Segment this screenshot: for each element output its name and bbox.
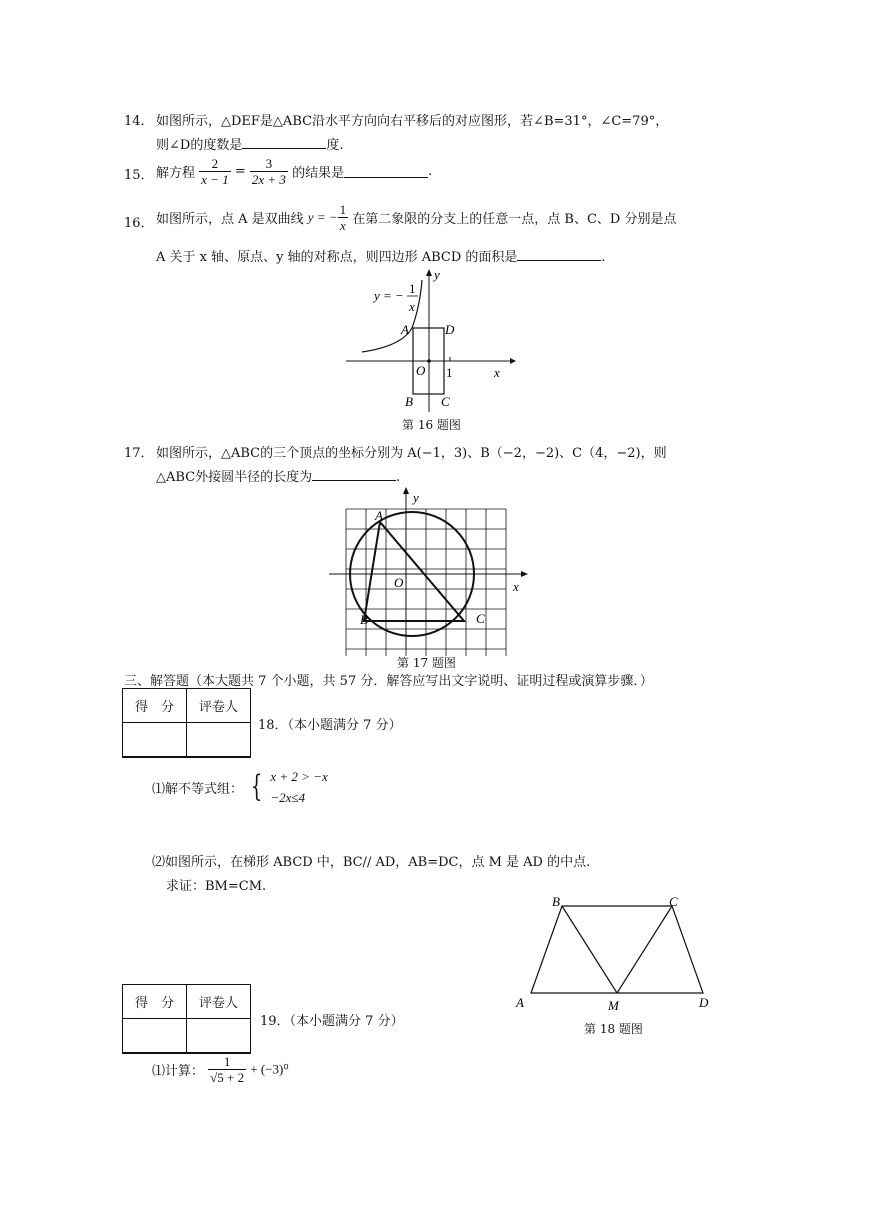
score-table-19-grader-header: 评卷人 — [187, 985, 251, 1019]
q18-inequality-system — [270, 766, 327, 808]
q16-label-o: O — [416, 363, 426, 378]
q18-part1 — [152, 766, 328, 808]
q17-text-line1: 如图所示，△ABC的三个顶点的坐标分别为 A(−1，3)、B（−2，−2)、C（4，−2)，则 — [156, 446, 667, 461]
q19-fraction — [208, 1054, 246, 1085]
q16-y-equals: y = − — [307, 209, 338, 225]
q18-figure — [510, 890, 720, 1020]
q18-segment-bm — [562, 906, 617, 993]
q16-curve-label-den: x — [409, 299, 415, 314]
q16-x-axis-arrow — [510, 358, 516, 364]
section3-heading: 三、解答题（本大题共 7 个小题，共 57 分．解答应写出文字说明、证明过程或演算步骤．） — [124, 674, 653, 689]
q15-number: 15． — [124, 168, 154, 183]
q15-tail: 的结果是 — [292, 166, 345, 181]
q19-part1-label: ⑴计算： — [152, 1064, 205, 1079]
q16-line2-start: A 关于 x 轴、原点、y 轴的对称点，则四边形 ABCD 的面积是 — [156, 250, 518, 265]
q17-label-c: C — [476, 611, 485, 626]
q15-fraction-2 — [250, 156, 288, 187]
q15-fraction-2-denominator: 2x + 3 — [251, 172, 286, 187]
q18-part1-label: ⑴解不等式组： — [152, 781, 244, 797]
q17-triangle-abc — [364, 522, 464, 621]
q16-label-x: x — [494, 365, 500, 380]
score-table-18-grader-cell[interactable] — [187, 723, 251, 758]
score-table-18-grader-header: 评卷人 — [187, 689, 251, 723]
q18-part2-line2: 求证：BM=CM. — [166, 879, 267, 894]
q16-fraction — [338, 202, 349, 233]
score-table-18 — [122, 688, 251, 758]
q16-curve-label-num: 1 — [409, 281, 416, 296]
q16-end: . — [601, 250, 606, 265]
q16-label-y: y — [434, 267, 440, 282]
q17-figure-caption: 第 17 题图 — [397, 656, 456, 670]
score-table-19-score-cell[interactable] — [123, 1019, 187, 1054]
q15-fraction-1 — [199, 156, 231, 187]
q17-y-axis-arrow — [403, 487, 409, 494]
q18-inequality-1: x + 2 > −x — [270, 769, 328, 784]
score-table-18-score-cell[interactable] — [123, 723, 187, 758]
q16-answer-blank[interactable] — [517, 248, 601, 261]
q17-label-a: A — [375, 508, 383, 523]
q18-label-m: M — [608, 998, 619, 1013]
score-table-19-grader-cell[interactable] — [187, 1019, 251, 1054]
q19-part1 — [152, 1054, 289, 1085]
q17-label-o: O — [394, 575, 404, 590]
q16-origin-point — [427, 359, 431, 363]
q17-end: . — [396, 470, 401, 485]
q14-number: 14． — [124, 114, 154, 129]
q14-text-line1: 如图所示，△DEF是△ABC沿水平方向向右平移后的对应图形，若∠B=31°，∠C=79°， — [156, 114, 669, 129]
q19-title: 19．（本小题满分 7 分） — [260, 1014, 404, 1029]
q17-answer-blank[interactable] — [312, 468, 396, 481]
q18-title: 18．（本小题满分 7 分） — [258, 718, 402, 733]
q18-brace-icon: { — [250, 769, 263, 804]
q17-text-line2 — [156, 466, 400, 485]
q15-fraction-2-numerator: 3 — [250, 156, 288, 172]
q15-lead: 解方程 — [156, 166, 196, 181]
q18-label-c: C — [669, 894, 678, 909]
q18-inequality-2: −2x≤4 — [270, 790, 306, 805]
q18-label-a: A — [516, 995, 524, 1010]
q18-label-d: D — [699, 995, 709, 1010]
q17-number: 17． — [124, 446, 154, 461]
q17-line2-start: △ABC外接圆半径的长度为 — [156, 470, 313, 485]
q16-label-c: C — [441, 394, 450, 409]
q16-label-a: A — [401, 322, 409, 337]
q16-y-axis-arrow — [426, 269, 432, 276]
q16-text-line2 — [156, 246, 606, 265]
score-table-18-score-header: 得 分 — [123, 689, 187, 723]
q16-line1-start: 如图所示，点 A 是双曲线 — [156, 212, 304, 227]
q18-trapezoid-abcd — [531, 906, 703, 993]
q16-text-line1 — [156, 202, 676, 233]
q16-label-d: D — [445, 322, 455, 337]
q15-answer-blank[interactable] — [344, 165, 428, 178]
q17-label-b: B — [360, 612, 368, 627]
q15-equation — [156, 156, 432, 187]
q16-label-one: 1 — [446, 365, 453, 380]
q15-equals: = — [234, 164, 246, 179]
q14-line2-end: 度. — [326, 138, 344, 153]
q19-fraction-numerator: 1 — [208, 1054, 246, 1070]
score-table-19-score-header: 得 分 — [123, 985, 187, 1019]
q16-label-b: B — [405, 394, 413, 409]
q19-tail: + (−3)⁰ — [250, 1061, 289, 1077]
q16-line1-end: 在第二象限的分支上的任意一点，点 B、C、D 分别是点 — [352, 212, 677, 227]
q16-curve-label: y = − — [374, 288, 404, 303]
q14-answer-blank[interactable] — [242, 136, 326, 149]
q15-end: . — [428, 164, 433, 179]
q18-part2-line1: ⑵如图所示，在梯形 ABCD 中，BC// AD，AB=DC，点 M 是 AD 的中点. — [152, 855, 591, 870]
q17-x-axis-arrow — [521, 571, 528, 577]
q15-fraction-1-denominator: x − 1 — [201, 172, 229, 187]
q18-segment-cm — [617, 906, 672, 993]
q18-figure-caption: 第 18 题图 — [584, 1022, 643, 1036]
q18-label-b: B — [552, 894, 560, 909]
q16-fraction-denominator: x — [339, 218, 346, 233]
q17-figure — [325, 484, 535, 656]
q16-number: 16． — [124, 216, 154, 231]
q15-fraction-1-numerator: 2 — [199, 156, 231, 172]
q14-line2-start: 则∠D的度数是 — [156, 138, 243, 153]
q16-figure — [340, 266, 520, 418]
q19-fraction-denominator: √5 + 2 — [210, 1070, 245, 1085]
score-table-19 — [122, 984, 251, 1054]
q17-label-x: x — [513, 579, 519, 594]
q16-figure-caption: 第 16 题图 — [402, 418, 461, 432]
q16-fraction-numerator: 1 — [339, 202, 347, 217]
q17-label-y: y — [413, 490, 419, 505]
q14-text-line2 — [156, 134, 343, 153]
